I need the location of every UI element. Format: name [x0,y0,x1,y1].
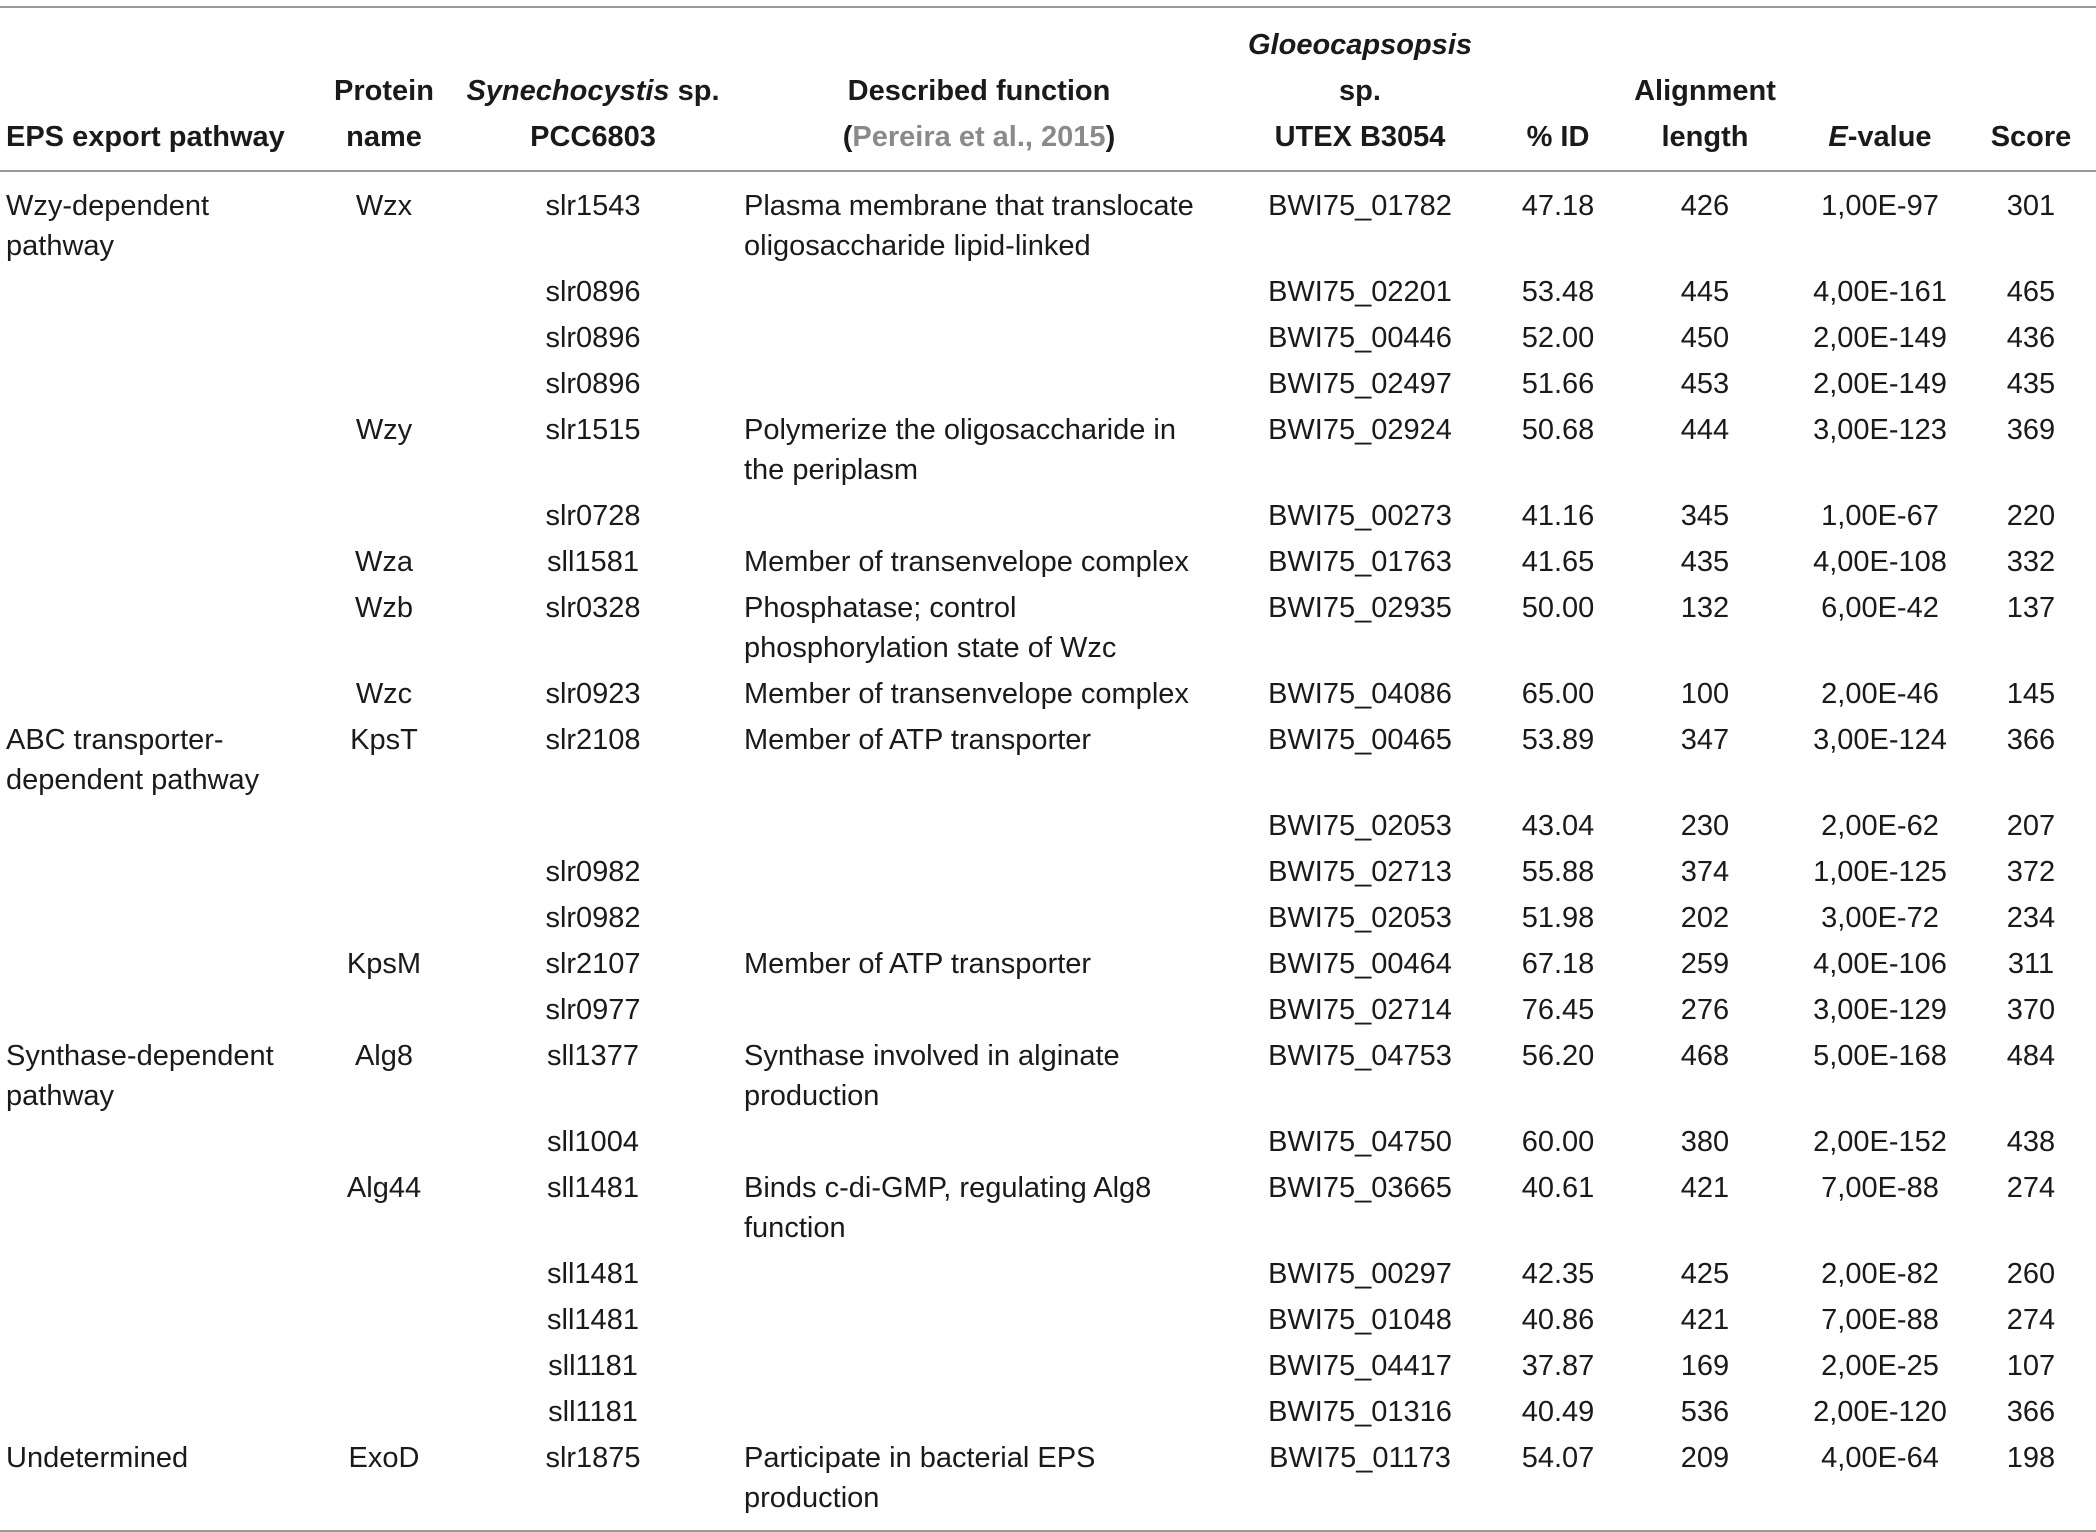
cell-alignment-length: 347 [1680,724,1730,756]
cell-described-function: Member of transenvelope complex [744,678,1189,710]
table-row [0,1251,2096,1297]
table-row [0,1297,2096,1343]
cell-described-function [738,1343,1220,1389]
cell-percent-id: 56.20 [1521,1040,1595,1072]
cell-percent-id: 65.00 [1521,678,1595,710]
cell-gloeocapsopsis-id: BWI75_02924 [1268,414,1452,446]
cell-alignment-length: 450 [1680,322,1730,354]
cell-described-function [738,493,1220,539]
table-row [0,1389,2096,1435]
cell-synechocystis-id: sll1581 [547,546,639,578]
cell-gloeocapsopsis-id: BWI75_02713 [1268,856,1452,888]
cell-alignment-length: 345 [1680,500,1730,532]
header-score-text: Score [1990,121,2072,153]
cell-percent-id: 50.00 [1521,592,1595,624]
cell-percent-id: 37.87 [1521,1350,1595,1382]
cell-evalue: 1,00E-67 [1821,500,1939,532]
eps-export-table-container [0,6,2096,1532]
cell-score: 366 [2006,1396,2056,1428]
cell-percent-id: 52.00 [1521,322,1595,354]
cell-percent-id: 40.49 [1521,1396,1595,1428]
table-row [0,1165,2096,1251]
citation-open-paren: ( [842,121,853,153]
cell-alignment-length: 380 [1680,1126,1730,1158]
cell-percent-id: 41.16 [1521,500,1595,532]
header-described-function [738,7,1220,171]
cell-percent-id: 50.68 [1521,414,1595,446]
cell-pathway [0,1165,320,1251]
cell-pathway [0,493,320,539]
table-row [0,585,2096,671]
cell-pathway [0,803,320,849]
cell-protein-name [320,895,448,941]
cell-pathway [0,1343,320,1389]
cell-pathway [0,407,320,493]
cell-pathway [0,941,320,987]
cell-score: 370 [2006,994,2056,1026]
cell-alignment-length: 259 [1680,948,1730,980]
cell-gloeocapsopsis-id: BWI75_02935 [1268,592,1452,624]
cell-synechocystis-id: slr1875 [448,1435,738,1531]
header-alignment-line2: length [1661,121,1749,153]
cell-protein-name: Wzc [355,678,413,710]
cell-evalue: 2,00E-149 [1813,368,1947,400]
table-row [0,1033,2096,1119]
cell-evalue: 3,00E-123 [1813,414,1947,446]
cell-alignment-length: 444 [1680,414,1730,446]
header-percent-id [1500,7,1616,171]
cell-described-function: Member of transenvelope complex [744,546,1189,578]
header-gloeocapsopsis-suffix: sp. [1339,75,1381,107]
table-header [0,7,2096,171]
cell-gloeocapsopsis-id: BWI75_00273 [1268,500,1452,532]
header-synechocystis-strain: PCC6803 [530,121,656,153]
cell-gloeocapsopsis-id: BWI75_04086 [1268,678,1452,710]
cell-pathway [0,1297,320,1343]
cell-described-function: Binds c-di-GMP, regulating Alg8 function [744,1172,1152,1244]
cell-synechocystis-id: sll1181 [548,1350,638,1382]
cell-synechocystis-id: slr2107 [545,948,641,980]
cell-percent-id: 42.35 [1521,1258,1595,1290]
cell-alignment-length: 169 [1680,1350,1730,1382]
cell-synechocystis-id: slr0896 [545,276,641,308]
cell-percent-id: 67.18 [1521,948,1595,980]
cell-pathway [0,849,320,895]
cell-protein-name [320,269,448,315]
cell-gloeocapsopsis-id: BWI75_00446 [1268,322,1452,354]
table-row [0,269,2096,315]
cell-protein-name [320,987,448,1033]
cell-alignment-length: 202 [1680,902,1730,934]
header-percent-id-text: % ID [1526,121,1590,153]
table-row [0,717,2096,803]
cell-synechocystis-id: slr0896 [545,322,641,354]
cell-gloeocapsopsis-id: BWI75_01782 [1268,190,1452,222]
header-evalue-rest: -value [1847,121,1932,153]
cell-gloeocapsopsis-id: BWI75_02714 [1268,994,1452,1026]
cell-score: 274 [2006,1172,2056,1204]
cell-percent-id: 47.18 [1521,190,1595,222]
cell-evalue: 2,00E-149 [1813,322,1947,354]
header-row [0,7,2096,171]
cell-evalue: 4,00E-161 [1813,276,1947,308]
cell-evalue: 2,00E-62 [1821,810,1939,842]
cell-gloeocapsopsis-id: BWI75_03665 [1268,1172,1452,1204]
table-row [0,941,2096,987]
eps-export-table [0,6,2096,1532]
cell-protein-name: ExoD [320,1435,448,1531]
cell-percent-id: 40.86 [1521,1304,1595,1336]
table-row [0,315,2096,361]
cell-synechocystis-id: slr1515 [545,414,641,446]
cell-alignment-length: 468 [1680,1040,1730,1072]
cell-score: 436 [2006,322,2056,354]
cell-percent-id: 60.00 [1521,1126,1595,1158]
cell-protein-name [320,1251,448,1297]
table-row [0,171,2096,269]
cell-score: 465 [2006,276,2056,308]
header-protein-name [320,7,448,171]
cell-synechocystis-id: slr0923 [545,678,641,710]
cell-described-function [738,1389,1220,1435]
cell-protein-name: Wzb [355,592,413,624]
cell-pathway: Undetermined [0,1435,320,1531]
cell-pathway [0,1389,320,1435]
cell-protein-name [320,315,448,361]
header-gloeocapsopsis [1220,7,1500,171]
cell-gloeocapsopsis-id: BWI75_01763 [1268,546,1452,578]
cell-alignment-length: 209 [1616,1435,1794,1531]
header-synechocystis [448,7,738,171]
cell-pathway [0,1119,320,1165]
header-synechocystis-species: Synechocystis [466,75,670,107]
cell-evalue: 2,00E-25 [1821,1350,1939,1382]
table-row [0,407,2096,493]
cell-percent-id: 51.66 [1521,368,1595,400]
header-evalue [1794,7,1966,171]
cell-described-function [738,987,1220,1033]
cell-score: 137 [2006,592,2056,624]
table-row [0,539,2096,585]
cell-synechocystis-id: sll1181 [548,1396,638,1428]
header-protein-line2: name [346,121,422,153]
table-row [0,1343,2096,1389]
table-body [0,171,2096,1531]
cell-evalue: 2,00E-120 [1813,1396,1947,1428]
cell-pathway [0,539,320,585]
cell-synechocystis-id: sll1377 [547,1040,639,1072]
cell-evalue: 5,00E-168 [1813,1040,1947,1072]
cell-synechocystis-id: slr2108 [545,724,641,756]
cell-evalue: 1,00E-125 [1813,856,1947,888]
cell-described-function: Member of ATP transporter [744,724,1092,756]
header-pathway [0,7,320,171]
cell-alignment-length: 100 [1680,678,1730,710]
cell-pathway [0,895,320,941]
cell-synechocystis-id [448,803,738,849]
cell-percent-id: 54.07 [1500,1435,1616,1531]
cell-protein-name [320,803,448,849]
cell-score: 145 [2006,678,2056,710]
cell-synechocystis-id: slr0982 [545,902,641,934]
header-alignment-length [1616,7,1794,171]
cell-described-function [738,361,1220,407]
cell-alignment-length: 421 [1680,1172,1730,1204]
cell-alignment-length: 132 [1680,592,1730,624]
cell-described-function [738,269,1220,315]
cell-pathway [0,269,320,315]
cell-alignment-length: 426 [1680,190,1730,222]
cell-score: 438 [2006,1126,2056,1158]
cell-evalue: 4,00E-64 [1794,1435,1966,1531]
cell-protein-name: Alg8 [354,1040,414,1072]
cell-protein-name [320,493,448,539]
cell-gloeocapsopsis-id: BWI75_00465 [1268,724,1452,756]
cell-evalue: 4,00E-108 [1813,546,1947,578]
header-score [1966,7,2096,171]
cell-score: 301 [2006,190,2056,222]
cell-synechocystis-id: sll1481 [547,1172,639,1204]
cell-gloeocapsopsis-id: BWI75_01316 [1268,1396,1452,1428]
cell-alignment-length: 421 [1680,1304,1730,1336]
cell-percent-id: 40.61 [1521,1172,1595,1204]
cell-percent-id: 43.04 [1521,810,1595,842]
header-protein-line1: Protein [334,75,434,107]
cell-protein-name [320,1297,448,1343]
cell-pathway: Wzy-dependent pathway [6,190,210,262]
citation-link[interactable]: Pereira et al., 2015 [852,121,1106,153]
cell-evalue: 3,00E-72 [1821,902,1939,934]
cell-described-function: Plasma membrane that translocate oligosaccharide lipid-linked [744,190,1194,262]
cell-score: 366 [2006,724,2056,756]
cell-described-function: Member of ATP transporter [744,948,1092,980]
cell-percent-id: 53.89 [1521,724,1595,756]
table-row [0,1119,2096,1165]
table-row [0,849,2096,895]
cell-score: 107 [2006,1350,2056,1382]
cell-evalue: 4,00E-106 [1813,948,1947,980]
table-row [0,671,2096,717]
cell-described-function [738,1119,1220,1165]
cell-gloeocapsopsis-id: BWI75_02053 [1268,902,1452,934]
cell-alignment-length: 453 [1680,368,1730,400]
cell-evalue: 7,00E-88 [1821,1172,1939,1204]
cell-pathway [0,585,320,671]
cell-synechocystis-id: slr0328 [545,592,641,624]
cell-pathway [0,671,320,717]
cell-synechocystis-id: sll1481 [547,1258,639,1290]
cell-score: 435 [2006,368,2056,400]
cell-protein-name: KpsM [346,948,422,980]
cell-score: 369 [2006,414,2056,446]
cell-protein-name [320,361,448,407]
cell-score: 332 [2006,546,2056,578]
cell-gloeocapsopsis-id: BWI75_01048 [1268,1304,1452,1336]
table-row [0,895,2096,941]
header-alignment-line1: Alignment [1634,75,1776,107]
cell-evalue: 3,00E-129 [1813,994,1947,1026]
cell-percent-id: 55.88 [1521,856,1595,888]
cell-gloeocapsopsis-id: BWI75_02201 [1268,276,1452,308]
cell-gloeocapsopsis-id: BWI75_00464 [1268,948,1452,980]
cell-score: 220 [2006,500,2056,532]
cell-gloeocapsopsis-id: BWI75_04417 [1268,1350,1452,1382]
cell-synechocystis-id: slr0728 [545,500,641,532]
cell-score: 274 [2006,1304,2056,1336]
cell-described-function: Synthase involved in alginate production [744,1040,1120,1112]
cell-described-function [738,1251,1220,1297]
cell-gloeocapsopsis-id: BWI75_01173 [1220,1435,1500,1531]
cell-pathway [0,1251,320,1297]
cell-evalue: 2,00E-152 [1813,1126,1947,1158]
cell-evalue: 6,00E-42 [1821,592,1939,624]
cell-gloeocapsopsis-id: BWI75_02053 [1268,810,1452,842]
cell-pathway [0,315,320,361]
cell-alignment-length: 445 [1680,276,1730,308]
cell-evalue: 7,00E-88 [1821,1304,1939,1336]
cell-percent-id: 53.48 [1521,276,1595,308]
cell-gloeocapsopsis-id: BWI75_04750 [1268,1126,1452,1158]
cell-protein-name [320,1119,448,1165]
cell-synechocystis-id: slr0977 [545,994,641,1026]
cell-described-function: Phosphatase; control phosphorylation state of Wzc [744,592,1117,664]
cell-alignment-length: 536 [1680,1396,1730,1428]
table-row [0,803,2096,849]
header-pathway-text: EPS export pathway [6,121,285,153]
cell-gloeocapsopsis-id: BWI75_04753 [1268,1040,1452,1072]
header-function-text: Described function [847,75,1111,107]
cell-described-function: Polymerize the oligosaccharide in the periplasm [744,414,1176,486]
cell-score: 484 [2006,1040,2056,1072]
cell-percent-id: 76.45 [1521,994,1595,1026]
table-row [0,987,2096,1033]
cell-protein-name: Wzy [355,414,413,446]
cell-protein-name: Alg44 [346,1172,422,1204]
cell-gloeocapsopsis-id: BWI75_00297 [1268,1258,1452,1290]
cell-synechocystis-id: slr0896 [545,368,641,400]
cell-protein-name: Wzx [355,190,413,222]
cell-alignment-length: 425 [1680,1258,1730,1290]
cell-pathway: ABC transporter-dependent pathway [6,724,260,796]
cell-alignment-length: 374 [1680,856,1730,888]
cell-described-function [738,895,1220,941]
table-row [0,1435,2096,1531]
header-gloeocapsopsis-strain: UTEX B3054 [1274,121,1446,153]
cell-protein-name: KpsT [350,724,418,756]
cell-described-function [738,803,1220,849]
cell-evalue: 3,00E-124 [1813,724,1947,756]
cell-score: 234 [2006,902,2056,934]
cell-percent-id: 41.65 [1521,546,1595,578]
header-gloeocapsopsis-species: Gloeocapsopsis [1247,29,1472,61]
cell-synechocystis-id: sll1004 [547,1126,639,1158]
cell-described-function: Participate in bacterial EPS production [738,1435,1220,1531]
cell-alignment-length: 276 [1680,994,1730,1026]
header-synechocystis-suffix: sp. [669,75,720,107]
cell-protein-name [320,1389,448,1435]
cell-alignment-length: 230 [1680,810,1730,842]
cell-evalue: 1,00E-97 [1821,190,1939,222]
cell-synechocystis-id: slr0982 [545,856,641,888]
cell-score: 207 [2006,810,2056,842]
cell-protein-name [320,849,448,895]
table-row [0,361,2096,407]
cell-synechocystis-id: sll1481 [547,1304,639,1336]
cell-gloeocapsopsis-id: BWI75_02497 [1268,368,1452,400]
cell-described-function [738,315,1220,361]
cell-protein-name: Wza [355,546,413,578]
cell-described-function [738,1297,1220,1343]
cell-evalue: 2,00E-82 [1821,1258,1939,1290]
cell-pathway: Synthase-dependent pathway [6,1040,274,1112]
table-row [0,493,2096,539]
citation-close-paren: ) [1105,121,1116,153]
cell-score: 311 [2007,948,2055,980]
cell-pathway [0,361,320,407]
cell-described-function [738,849,1220,895]
header-evalue-italic: E [1828,121,1848,153]
cell-score: 198 [1966,1435,2096,1531]
cell-synechocystis-id: slr1543 [545,190,641,222]
cell-percent-id: 51.98 [1521,902,1595,934]
cell-evalue: 2,00E-46 [1821,678,1939,710]
cell-alignment-length: 435 [1680,546,1730,578]
cell-pathway [0,987,320,1033]
cell-score: 260 [2006,1258,2056,1290]
cell-protein-name [320,1343,448,1389]
cell-score: 372 [2006,856,2056,888]
